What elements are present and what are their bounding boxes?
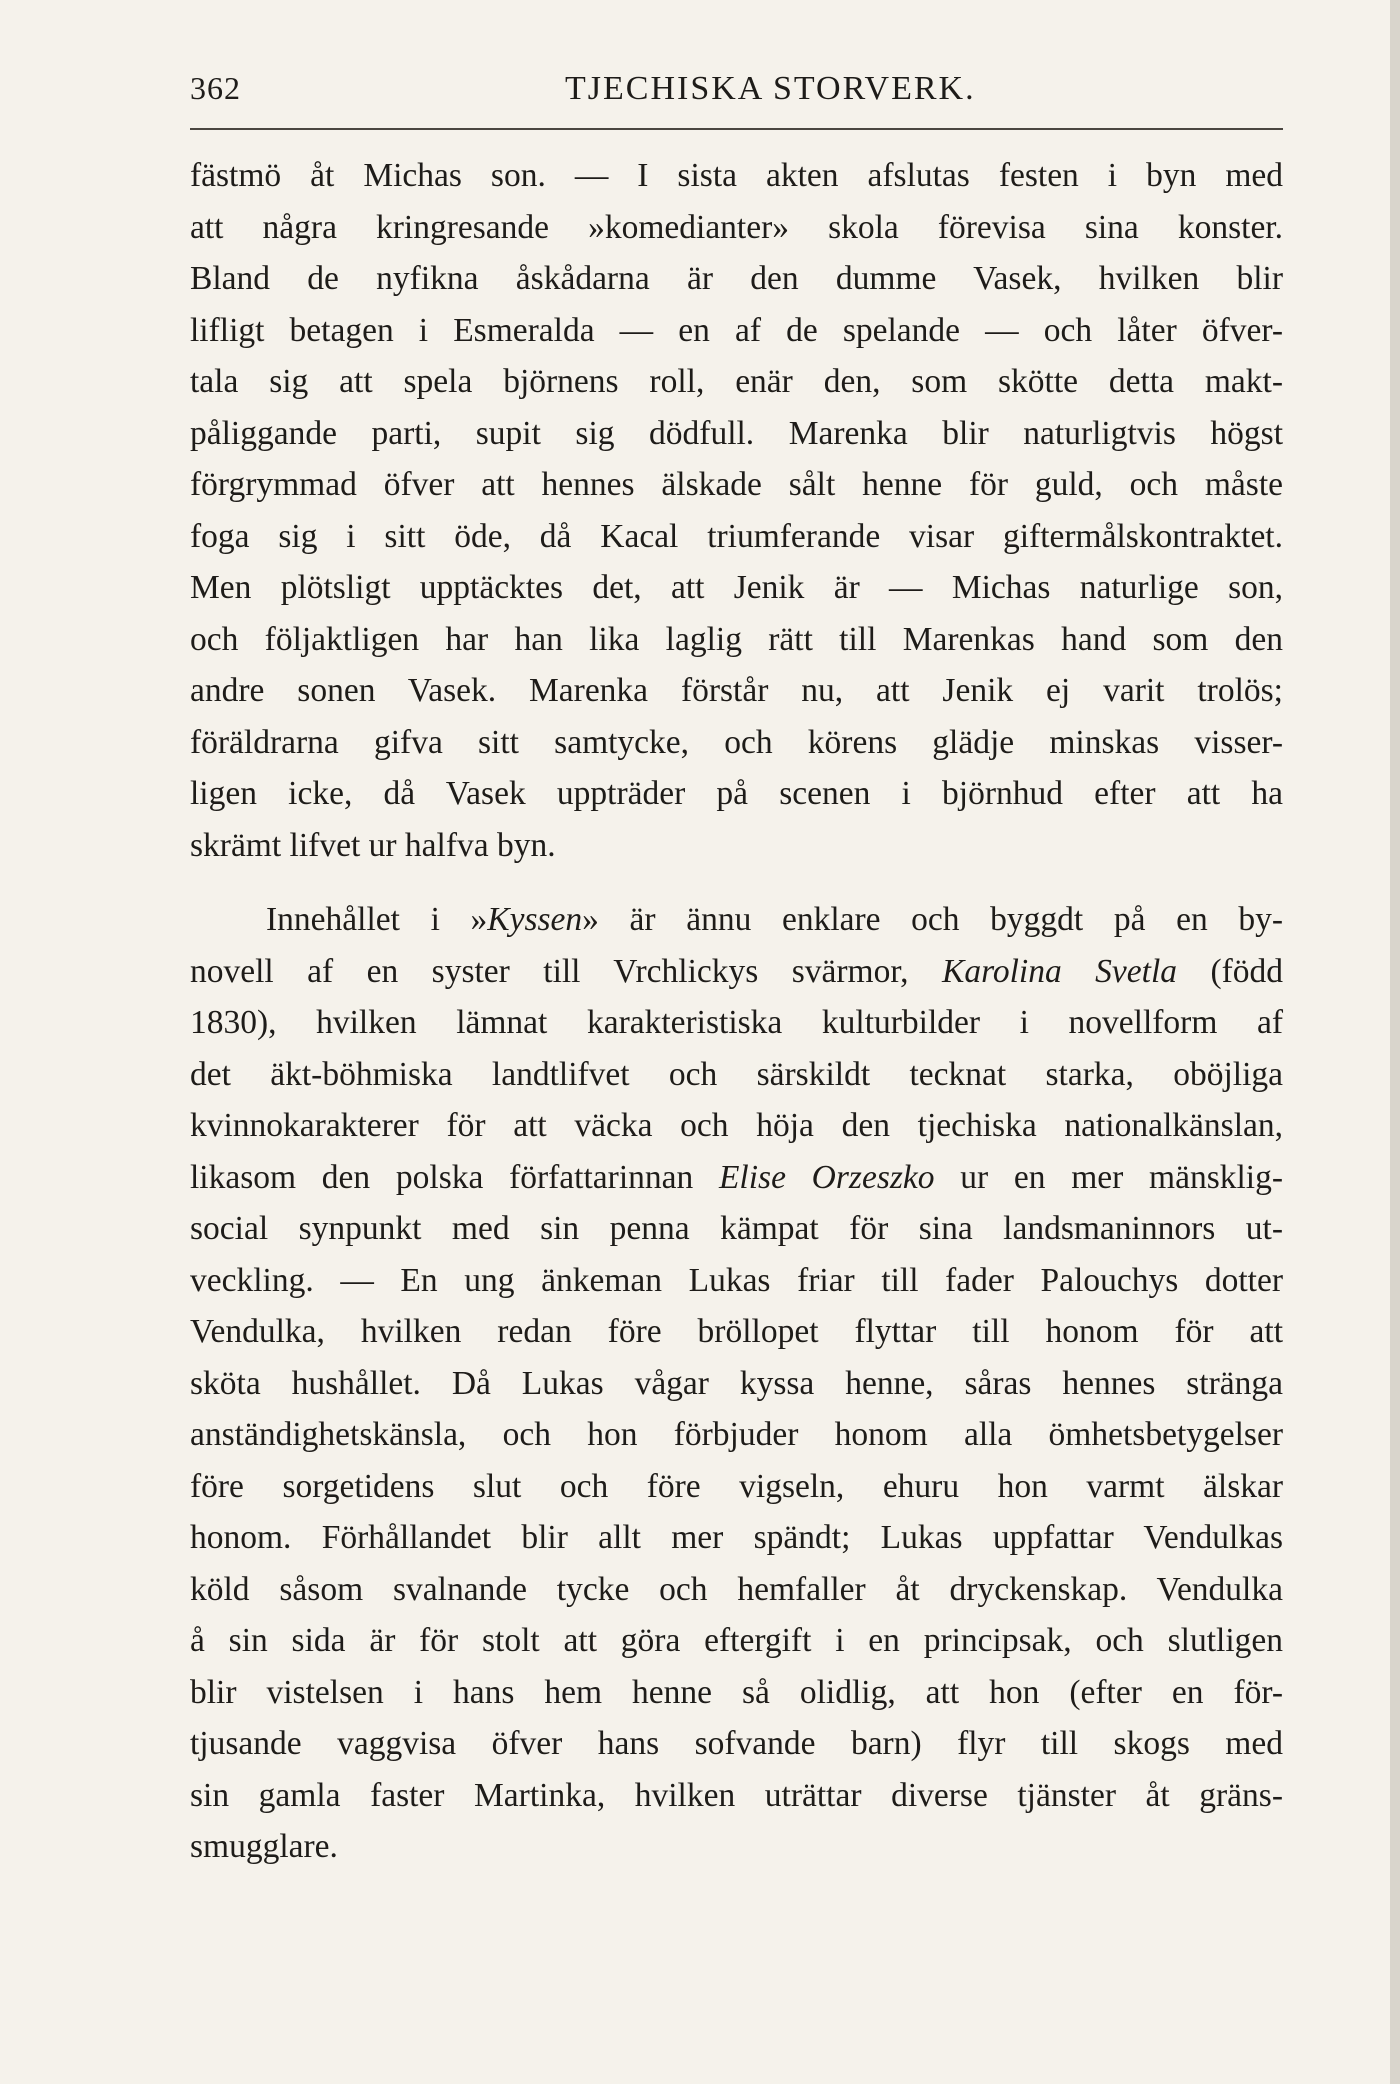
- text-line: det äkt-böhmiska landtlifvet och särskildt tecknat starka, oböjliga: [190, 1055, 1283, 1093]
- paragraph-2: [190, 894, 1283, 1873]
- text-run: (född: [1177, 952, 1284, 990]
- text-line: föräldrarna gifva sitt samtycke, och körens glädje minskas visser-: [190, 723, 1283, 761]
- text-line: förgrymmad öfver att hennes älskade sålt henne för guld, och måste: [190, 466, 1283, 503]
- text-line: social synpunkt med sin penna kämpat för sina landsmaninnors ut-: [190, 1210, 1283, 1247]
- text-line: Vendulka, hvilken redan före bröllopet flyttar till honom för att: [190, 1313, 1283, 1350]
- italic-name-karolina-svetla: Karolina Svetla: [941, 952, 1178, 990]
- text-line: [190, 946, 1283, 998]
- page-number: 362: [190, 70, 241, 106]
- text-line: [190, 1152, 1283, 1204]
- italic-name-elise-orzeszko: Elise Orzeszko: [718, 1158, 935, 1196]
- text-line: före sorgetidens slut och före vigseln, ehuru hon varmt älskar: [190, 1467, 1283, 1505]
- text-line: Men plötsligt upptäcktes det, att Jenik är — Michas naturlige son,: [190, 569, 1283, 606]
- text-line: 1830), hvilken lämnat karakteristiska kulturbilder i novellform af: [190, 1004, 1283, 1041]
- text-line: ligen icke, då Vasek uppträder på scenen i björnhud efter att ha: [190, 775, 1283, 812]
- text-line: [190, 894, 1283, 946]
- text-line: tala sig att spela björnens roll, enär den, som skötte detta makt-: [190, 363, 1283, 400]
- text-line: lifligt betagen i Esmeralda — en af de spelande — och låter öfver-: [190, 311, 1283, 349]
- text-line: Bland de nyfikna åskådarna är den dumme Vasek, hvilken blir: [190, 260, 1283, 297]
- text-line: andre sonen Vasek. Marenka förstår nu, att Jenik ej varit trolös;: [190, 672, 1283, 709]
- text-line: veckling. — En ung änkeman Lukas friar till fader Palouchys dotter: [190, 1261, 1283, 1299]
- page-header: [190, 66, 1283, 126]
- text-line: smugglare.: [190, 1828, 338, 1865]
- text-run: ur en mer mänsklig-: [934, 1158, 1284, 1196]
- text-line: å sin sida är för stolt att göra eftergift i en principsak, och slutligen: [190, 1622, 1283, 1659]
- text-line: foga sig i sitt öde, då Kacal triumferande visar giftermålskontraktet.: [190, 517, 1283, 555]
- paragraph-gap: [190, 871, 1283, 894]
- text-line: sköta hushållet. Då Lukas vågar kyssa henne, såras hennes stränga: [190, 1364, 1283, 1402]
- text-line: blir vistelsen i hans hem henne så olidlig, att hon (efter en för-: [190, 1673, 1283, 1711]
- text-line: anständighetskänsla, och hon förbjuder honom alla ömhetsbetygelser: [190, 1416, 1283, 1453]
- text-line: skrämt lifvet ur halfva byn.: [190, 826, 556, 864]
- page-edge-shadow: [1390, 0, 1400, 2084]
- text-line: sin gamla faster Martinka, hvilken uträttar diverse tjänster åt gräns-: [190, 1776, 1283, 1814]
- text-line: fästmö åt Michas son. — I sista akten afslutas festen i byn med: [190, 157, 1283, 194]
- text-line: kvinnokarakterer för att väcka och höja den tjechiska nationalkänslan,: [190, 1107, 1283, 1144]
- text-run: » är ännu enklare och byggdt på en by-: [582, 901, 1283, 938]
- text-line: honom. Förhållandet blir allt mer spändt; Lukas uppfattar Vendulkas: [190, 1519, 1283, 1556]
- paragraph-1: [190, 150, 1283, 871]
- text-run: likasom den polska författarinnan: [190, 1158, 719, 1196]
- text-line: tjusande vaggvisa öfver hans sofvande barn) flyr till skogs med: [190, 1725, 1283, 1762]
- text-line: att några kringresande »komedianter» skola förevisa sina konster.: [190, 208, 1283, 246]
- body-text: [190, 150, 1283, 1873]
- text-run: Innehållet i »: [266, 901, 488, 938]
- text-line: och följaktligen har han lika laglig rätt till Marenkas hand som den: [190, 620, 1283, 658]
- header-rule: [190, 128, 1283, 130]
- italic-title-kyssen: Kyssen: [487, 901, 583, 938]
- text-line: köld såsom svalnande tycke och hemfaller åt dryckenskap. Vendulka: [190, 1570, 1283, 1608]
- text-run: novell af en syster till Vrchlickys svärmor,: [190, 952, 942, 990]
- running-title: TJECHISKA STORVERK.: [565, 70, 976, 107]
- text-line: påliggande parti, supit sig dödfull. Marenka blir naturligtvis högst: [190, 414, 1283, 452]
